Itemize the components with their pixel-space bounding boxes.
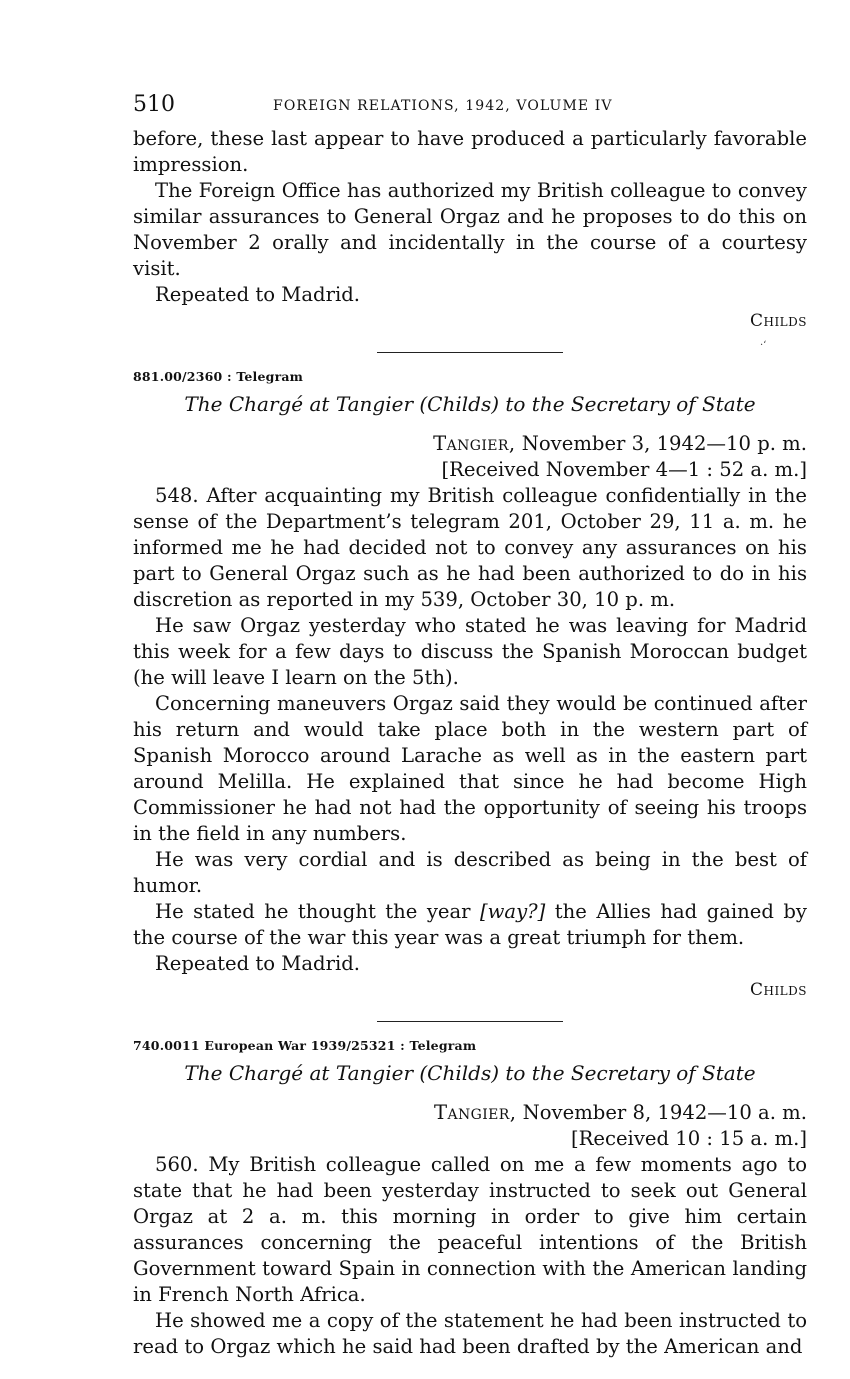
- file-reference: 881.00/2360 : Telegram: [133, 369, 304, 384]
- dateline-date: November 8, 1942—10 a. m.: [516, 1101, 807, 1124]
- received-line: [Received 10 : 15 a. m.]: [570, 1127, 807, 1150]
- body-paragraph: He was very cordial and is described as being in the best of humor.: [133, 848, 807, 897]
- signature: Childs: [749, 311, 807, 331]
- dateline-place: Tangier,: [433, 432, 516, 455]
- page-number: 510: [133, 92, 175, 117]
- file-reference: 740.0011 European War 1939/25321 : Telegram: [133, 1038, 477, 1053]
- body-paragraph: 548. After acquainting my British colleague confidentially in the sense of the Department’s telegram 201, October 29, 11 a. m. he informed me he had decided not to convey any assurances on his part to General Orgaz such as he had been authorized to do in his discretion as reported in my 539, October 30, 10 p. m.: [133, 484, 807, 611]
- dateline-date: November 3, 1942—10 p. m.: [515, 432, 807, 455]
- document-page: [133, 92, 807, 1360]
- signature: Childs: [749, 980, 807, 1000]
- continuation-paragraph: before, these last appear to have produced a particularly favorable impression.: [133, 127, 807, 176]
- editorial-insertion: [way?]: [480, 900, 546, 923]
- body-paragraph: Concerning maneuvers Orgaz said they would be continued after his return and would take place both in the western part of Spanish Morocco around Larache as well as in the eastern part around Melilla. He explained that since he had become High Commissioner he had not had the opportunity of seeing his troops in the field in any numbers.: [133, 692, 807, 845]
- running-head: FOREIGN RELATIONS, 1942, VOLUME IV: [273, 98, 613, 114]
- dateline-place: Tangier,: [434, 1101, 517, 1124]
- body-text: the Allies had gained by the course of the war this year was a great triumph for them.: [133, 900, 807, 949]
- dateline: [133, 431, 807, 457]
- repeated-note: Repeated to Madrid.: [155, 952, 360, 975]
- stray-mark: ·‘: [760, 340, 767, 351]
- document-title: The Chargé at Tangier (Childs) to the Secretary of State: [184, 392, 756, 416]
- document-title: The Chargé at Tangier (Childs) to the Secretary of State: [184, 1061, 756, 1085]
- section-divider: [377, 1021, 563, 1022]
- repeated-note: Repeated to Madrid.: [155, 283, 360, 306]
- body-paragraph: He showed me a copy of the statement he had been instructed to read to Orgaz which he said had been drafted by the American and: [133, 1309, 807, 1358]
- section-divider: [377, 352, 563, 353]
- dateline: [133, 1100, 807, 1126]
- continuation-paragraph: The Foreign Office has authorized my British colleague to convey similar assurances to General Orgaz and he proposes to do this on November 2 orally and incidentally in the course of a courtesy visit.: [133, 179, 807, 280]
- body-paragraph: He saw Orgaz yesterday who stated he was leaving for Madrid this week for a few days to discuss the Spanish Moroccan budget (he will leave I learn on the 5th).: [133, 614, 807, 689]
- body-paragraph: [133, 899, 807, 951]
- body-text: He stated he thought the year: [155, 900, 480, 923]
- received-line: [Received November 4—1 : 52 a. m.]: [441, 458, 807, 481]
- body-paragraph: 560. My British colleague called on me a few moments ago to state that he had been yesterday instructed to seek out General Orgaz at 2 a. m. this morning in order to give him certain assurances concerning the peaceful intentions of the British Government toward Spain in connection with the American landing in French North Africa.: [133, 1153, 807, 1306]
- page-header: [133, 92, 807, 122]
